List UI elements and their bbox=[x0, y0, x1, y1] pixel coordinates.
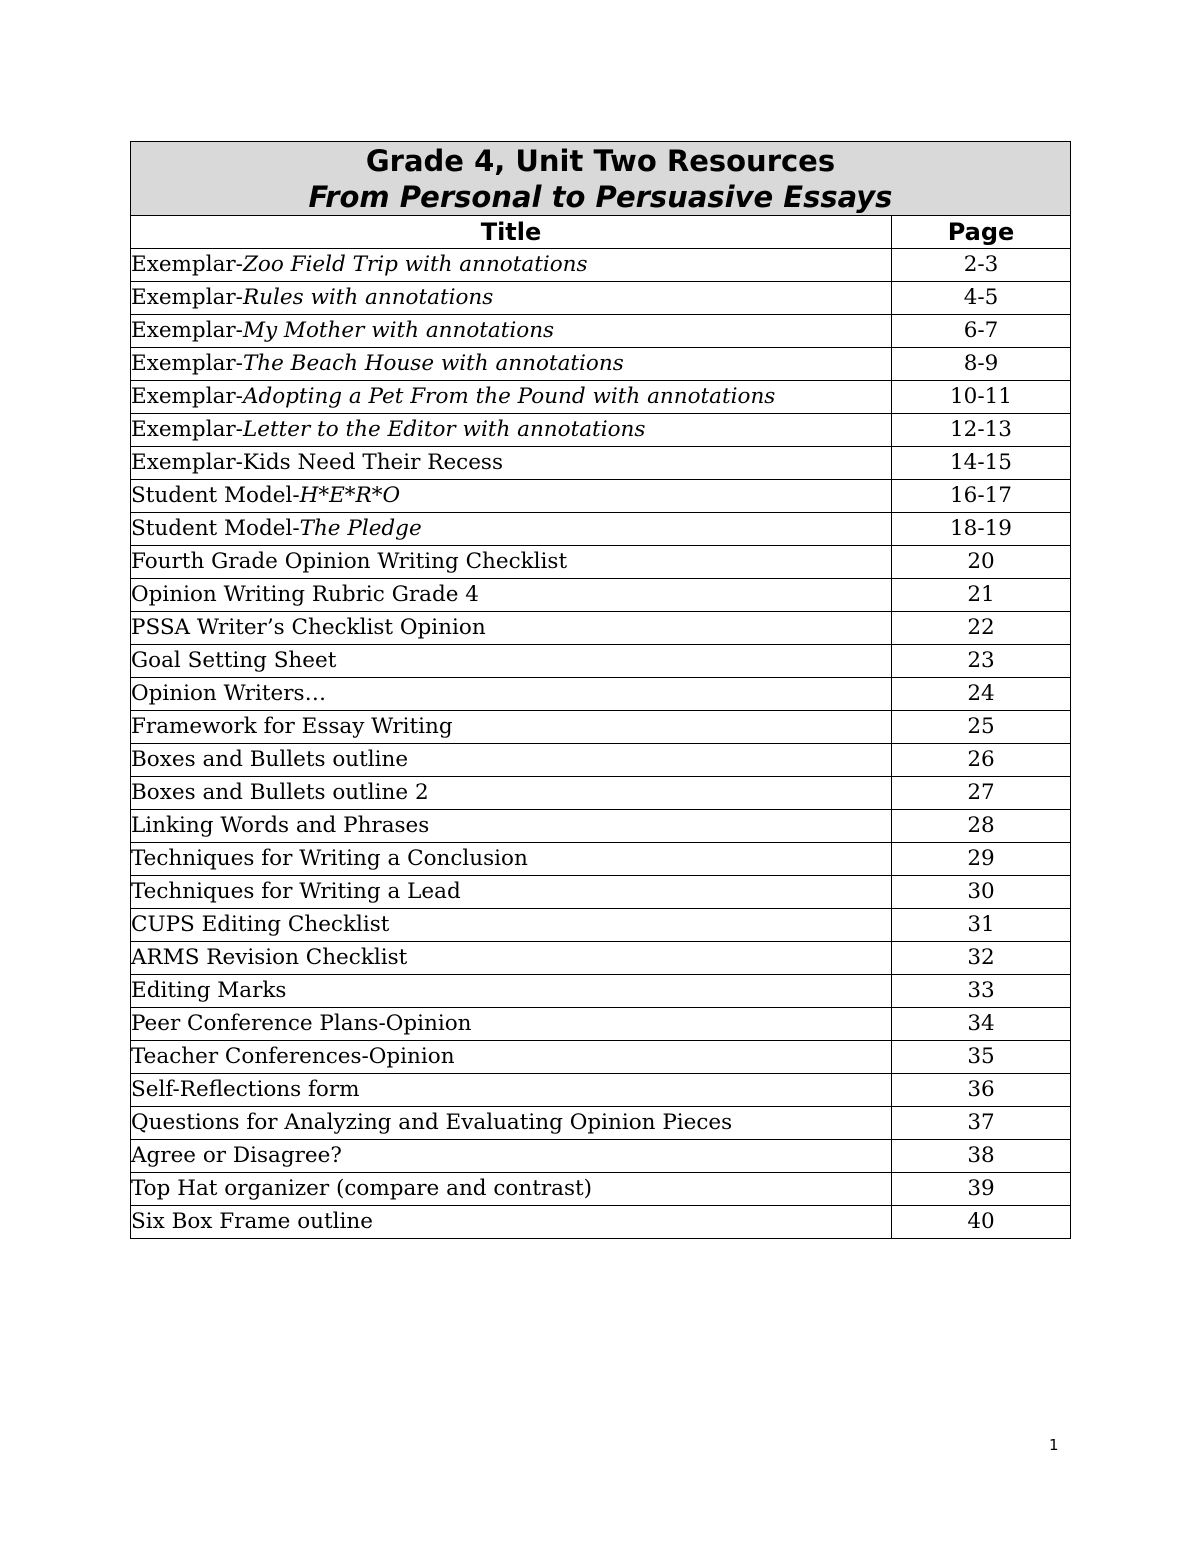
resource-title: Boxes and Bullets outline 2 bbox=[131, 780, 429, 805]
table-row bbox=[131, 282, 1071, 315]
resource-title-cell bbox=[131, 645, 892, 678]
resource-title: Peer Conference Plans-Opinion bbox=[131, 1011, 472, 1036]
resource-title-cell bbox=[131, 480, 892, 513]
resource-title-cell bbox=[131, 711, 892, 744]
resource-title-italic: Letter to the Editor with annotations bbox=[242, 417, 646, 442]
table-row bbox=[131, 1074, 1071, 1107]
resource-page-cell: 14-15 bbox=[892, 447, 1071, 480]
resource-title: ARMS Revision Checklist bbox=[131, 945, 408, 970]
resource-title: Goal Setting Sheet bbox=[131, 648, 337, 673]
resource-page-cell: 20 bbox=[892, 546, 1071, 579]
resource-title: Editing Marks bbox=[131, 978, 287, 1003]
resource-title-cell bbox=[131, 1008, 892, 1041]
resource-title-italic: Zoo Field Trip with annotations bbox=[242, 252, 588, 277]
resource-page-cell: 27 bbox=[892, 777, 1071, 810]
table-subtitle: From Personal to Persuasive Essays bbox=[308, 179, 893, 214]
table-row bbox=[131, 480, 1071, 513]
resource-title-cell bbox=[131, 546, 892, 579]
resource-page-cell: 30 bbox=[892, 876, 1071, 909]
table-row bbox=[131, 678, 1071, 711]
resource-title: PSSA Writer’s Checklist Opinion bbox=[131, 615, 486, 640]
resource-title-cell bbox=[131, 678, 892, 711]
resource-title: Top Hat organizer (compare and contrast) bbox=[131, 1176, 593, 1201]
table-row bbox=[131, 843, 1071, 876]
resource-page-cell: 29 bbox=[892, 843, 1071, 876]
resource-title: Exemplar-Kids Need Their Recess bbox=[131, 450, 503, 475]
resource-page-cell: 12-13 bbox=[892, 414, 1071, 447]
table-row bbox=[131, 909, 1071, 942]
resource-page-cell: 37 bbox=[892, 1107, 1071, 1140]
column-header-title: Title bbox=[131, 216, 892, 249]
resource-title: Student Model- bbox=[131, 483, 300, 508]
table-row bbox=[131, 1107, 1071, 1140]
resource-title: Teacher Conferences-Opinion bbox=[131, 1044, 455, 1069]
resource-page-cell: 8-9 bbox=[892, 348, 1071, 381]
resource-title-cell bbox=[131, 282, 892, 315]
resource-title: Self-Reflections form bbox=[131, 1077, 360, 1102]
table-row bbox=[131, 777, 1071, 810]
resource-title-cell bbox=[131, 975, 892, 1008]
table-row bbox=[131, 1173, 1071, 1206]
resource-page-cell: 35 bbox=[892, 1041, 1071, 1074]
resource-page-cell: 38 bbox=[892, 1140, 1071, 1173]
resource-title-cell bbox=[131, 414, 892, 447]
resource-title-cell bbox=[131, 447, 892, 480]
table-row bbox=[131, 546, 1071, 579]
table-row bbox=[131, 711, 1071, 744]
table-row bbox=[131, 315, 1071, 348]
table-row bbox=[131, 447, 1071, 480]
resource-page-cell: 6-7 bbox=[892, 315, 1071, 348]
resource-title-italic: The Pledge bbox=[299, 516, 422, 541]
resource-page-cell: 25 bbox=[892, 711, 1071, 744]
table-row bbox=[131, 381, 1071, 414]
table-row bbox=[131, 876, 1071, 909]
resource-title: Techniques for Writing a Conclusion bbox=[131, 846, 528, 871]
resource-page-cell: 33 bbox=[892, 975, 1071, 1008]
table-row bbox=[131, 810, 1071, 843]
table-title: Grade 4, Unit Two Resources bbox=[365, 143, 836, 178]
resource-page-cell: 32 bbox=[892, 942, 1071, 975]
resource-title-cell bbox=[131, 843, 892, 876]
resource-title-cell bbox=[131, 381, 892, 414]
resource-page-cell: 2-3 bbox=[892, 249, 1071, 282]
resource-page-cell: 31 bbox=[892, 909, 1071, 942]
table-row bbox=[131, 1008, 1071, 1041]
resource-title-italic: Rules with annotations bbox=[242, 285, 494, 310]
resource-title-cell bbox=[131, 1140, 892, 1173]
resource-title-cell bbox=[131, 1173, 892, 1206]
table-title-header bbox=[131, 142, 1071, 216]
resource-title: Exemplar- bbox=[131, 285, 243, 310]
table-body bbox=[131, 249, 1071, 1239]
resource-page-cell: 21 bbox=[892, 579, 1071, 612]
resources-table bbox=[130, 141, 1071, 1239]
resource-title-italic: My Mother with annotations bbox=[242, 318, 555, 343]
page-number: 1 bbox=[1049, 1436, 1059, 1454]
resource-title: Boxes and Bullets outline bbox=[131, 747, 409, 772]
table-row bbox=[131, 1041, 1071, 1074]
table-row bbox=[131, 249, 1071, 282]
resource-title-cell bbox=[131, 1041, 892, 1074]
table-row bbox=[131, 579, 1071, 612]
table-row bbox=[131, 1140, 1071, 1173]
resource-title-cell bbox=[131, 348, 892, 381]
resource-title-italic: Adopting a Pet From the Pound with annotations bbox=[242, 384, 776, 409]
resource-title-cell bbox=[131, 909, 892, 942]
resource-title: Exemplar- bbox=[131, 318, 243, 343]
table-row bbox=[131, 645, 1071, 678]
resource-title-cell bbox=[131, 1074, 892, 1107]
column-header-page: Page bbox=[892, 216, 1071, 249]
resource-title-cell bbox=[131, 876, 892, 909]
resource-title: Questions for Analyzing and Evaluating Opinion Pieces bbox=[131, 1110, 733, 1135]
resource-page-cell: 36 bbox=[892, 1074, 1071, 1107]
resource-title-cell bbox=[131, 810, 892, 843]
resource-title-italic: The Beach House with annotations bbox=[242, 351, 624, 376]
resource-title-cell bbox=[131, 249, 892, 282]
resource-page-cell: 22 bbox=[892, 612, 1071, 645]
resource-title-cell bbox=[131, 315, 892, 348]
resource-title: CUPS Editing Checklist bbox=[131, 912, 390, 937]
resource-title: Student Model- bbox=[131, 516, 300, 541]
resource-page-cell: 24 bbox=[892, 678, 1071, 711]
resource-title: Linking Words and Phrases bbox=[131, 813, 430, 838]
table-row bbox=[131, 942, 1071, 975]
resource-title-cell bbox=[131, 777, 892, 810]
table-row bbox=[131, 414, 1071, 447]
resource-title-italic: H*E*R*O bbox=[299, 483, 401, 508]
resource-title: Six Box Frame outline bbox=[131, 1209, 373, 1234]
resource-title: Exemplar- bbox=[131, 351, 243, 376]
resource-title-cell bbox=[131, 1206, 892, 1239]
resource-title-cell bbox=[131, 513, 892, 546]
resource-page-cell: 16-17 bbox=[892, 480, 1071, 513]
table-row bbox=[131, 1206, 1071, 1239]
resource-title-cell bbox=[131, 1107, 892, 1140]
resource-page-cell: 4-5 bbox=[892, 282, 1071, 315]
resource-page-cell: 23 bbox=[892, 645, 1071, 678]
resource-title: Opinion Writers… bbox=[131, 681, 327, 706]
resource-title: Exemplar- bbox=[131, 384, 243, 409]
resource-title: Exemplar- bbox=[131, 417, 243, 442]
resource-title: Exemplar- bbox=[131, 252, 243, 277]
resource-title: Framework for Essay Writing bbox=[131, 714, 453, 739]
resource-title: Opinion Writing Rubric Grade 4 bbox=[131, 582, 479, 607]
table-row bbox=[131, 612, 1071, 645]
resource-title: Techniques for Writing a Lead bbox=[131, 879, 461, 904]
resource-title-cell bbox=[131, 612, 892, 645]
resource-page-cell: 26 bbox=[892, 744, 1071, 777]
resource-title: Fourth Grade Opinion Writing Checklist bbox=[131, 549, 568, 574]
table-row bbox=[131, 513, 1071, 546]
resource-page-cell: 10-11 bbox=[892, 381, 1071, 414]
table-row bbox=[131, 975, 1071, 1008]
resource-page-cell: 34 bbox=[892, 1008, 1071, 1041]
resource-title-cell bbox=[131, 579, 892, 612]
resource-title-cell bbox=[131, 744, 892, 777]
resource-title: Agree or Disagree? bbox=[131, 1143, 342, 1168]
table-row bbox=[131, 348, 1071, 381]
resource-page-cell: 28 bbox=[892, 810, 1071, 843]
resource-page-cell: 18-19 bbox=[892, 513, 1071, 546]
resource-page-cell: 40 bbox=[892, 1206, 1071, 1239]
resource-page-cell: 39 bbox=[892, 1173, 1071, 1206]
table-row bbox=[131, 744, 1071, 777]
resource-title-cell bbox=[131, 942, 892, 975]
